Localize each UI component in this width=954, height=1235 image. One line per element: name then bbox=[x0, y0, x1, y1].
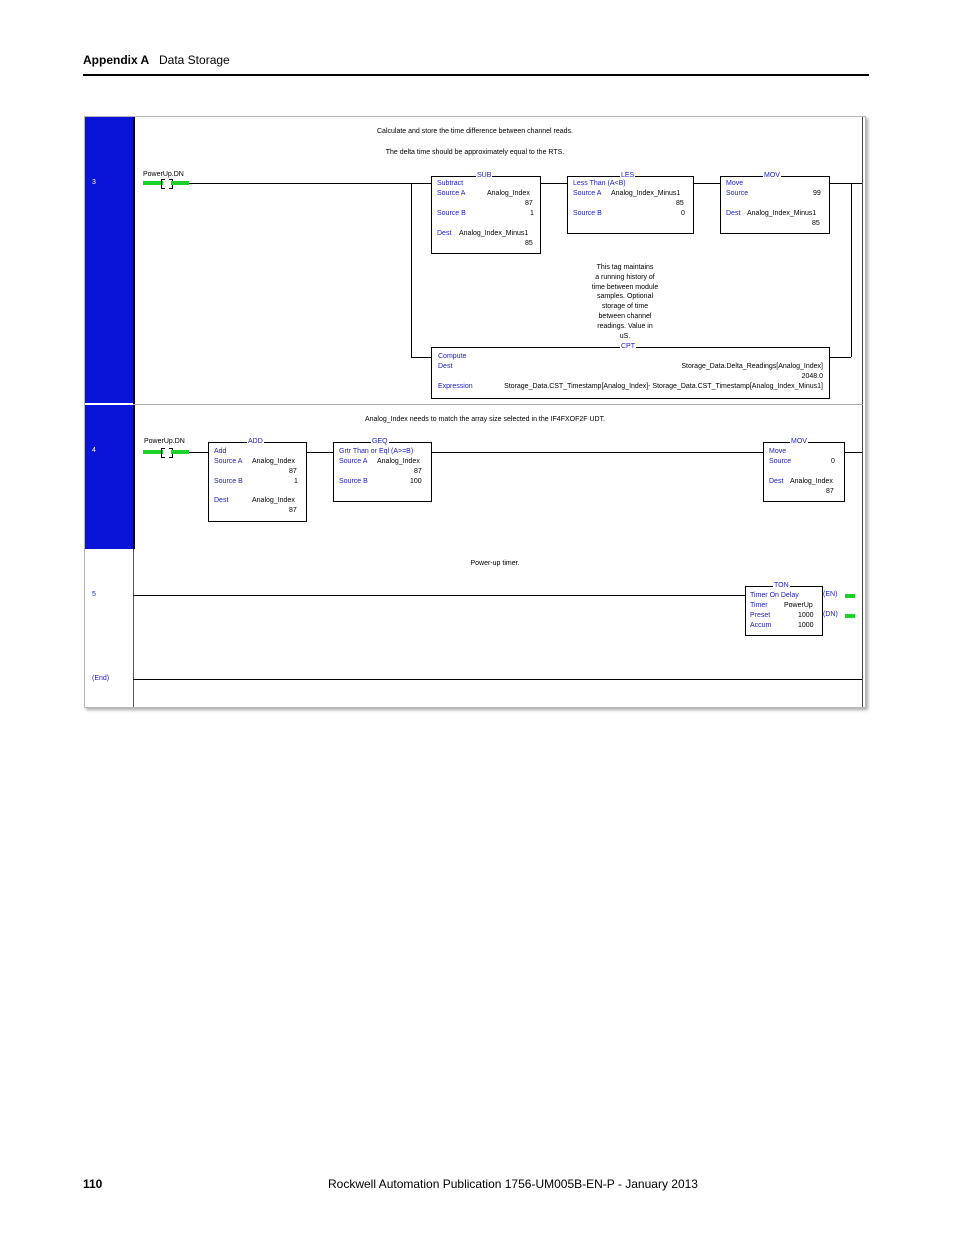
rung-5-number: 5 bbox=[92, 591, 96, 598]
mov-source-value-rung4: 0 bbox=[831, 458, 835, 465]
rung-3-xic-contact[interactable] bbox=[143, 179, 189, 187]
ton-instruction[interactable] bbox=[745, 582, 823, 636]
rung-5-comment: Power-up timer. bbox=[470, 560, 520, 567]
sub-source-a-tag: Analog_Index bbox=[487, 190, 530, 197]
ladder-logic-screenshot bbox=[84, 116, 866, 708]
cpt-instruction[interactable] bbox=[431, 343, 830, 399]
geq-title: GEQ bbox=[372, 438, 388, 445]
rung-4-comment: Analog_Index needs to match the array size selected in the IF4FXOF2F UDT. bbox=[364, 416, 606, 423]
rung-3-comment-line2: The delta time should be approximately equal to the RTS. bbox=[385, 149, 565, 156]
rail-left-bottom bbox=[133, 549, 134, 707]
end-rung-line bbox=[133, 679, 862, 680]
rail-right bbox=[862, 117, 863, 707]
rung-4-contact-tag: PowerUp.DN bbox=[144, 438, 185, 445]
add-dest-label: Dest bbox=[214, 497, 229, 504]
ton-preset-label: Preset bbox=[750, 612, 771, 619]
add-source-b-value: 1 bbox=[294, 478, 298, 485]
cpt-note-line: readings. Value in bbox=[597, 322, 653, 330]
sub-dest-tag: Analog_Index_Minus1 bbox=[459, 230, 529, 237]
add-source-a-tag: Analog_Index bbox=[252, 458, 295, 465]
add-source-b-label: Source B bbox=[214, 478, 243, 485]
rung-3-comment-line1: Calculate and store the time difference between channel reads. bbox=[377, 128, 573, 135]
ton-en-output: (EN) bbox=[823, 591, 838, 598]
cpt-dest-value: 2048.0 bbox=[801, 373, 823, 380]
sub-source-a-value: 87 bbox=[525, 200, 533, 207]
rung-4-xic-contact[interactable] bbox=[143, 448, 189, 456]
sub-dest-value: 85 bbox=[525, 240, 533, 247]
mov-title-rung3: MOV bbox=[764, 172, 780, 179]
rung-3-wire-mov-out bbox=[829, 183, 862, 184]
add-source-a-label: Source A bbox=[214, 458, 243, 465]
rung-3-contact-tag: PowerUp.DN bbox=[143, 171, 184, 178]
header-section: Appendix A bbox=[83, 53, 150, 67]
mov-instruction-rung3[interactable] bbox=[720, 172, 830, 234]
cpt-note-line: uS. bbox=[619, 332, 631, 340]
cpt-note bbox=[575, 263, 675, 341]
rung-3-branch-left bbox=[411, 183, 412, 357]
les-source-a-tag: Analog_Index_Minus1 bbox=[611, 190, 681, 197]
rung-3-branch-right bbox=[851, 183, 852, 357]
les-name: Less Than (A<B) bbox=[573, 180, 626, 187]
sub-source-b-value: 1 bbox=[530, 210, 534, 217]
ton-title: TON bbox=[774, 582, 789, 589]
rung-separator bbox=[133, 404, 863, 405]
cpt-note-line: time between module bbox=[591, 283, 659, 291]
mov-name-rung3: Move bbox=[726, 180, 744, 187]
les-source-b-label: Source B bbox=[573, 210, 602, 217]
ton-accum-value: 1000 bbox=[798, 622, 814, 629]
cpt-note-line: storage of time bbox=[601, 303, 649, 311]
geq-source-b-value: 100 bbox=[410, 478, 422, 485]
rung-5-wire-in bbox=[133, 595, 745, 596]
rung-4-wire-out bbox=[845, 452, 862, 453]
rung-3-wire-les-mov bbox=[693, 183, 720, 184]
cpt-expression-label: Expression bbox=[438, 383, 473, 390]
rung-4-wire-geq-mov bbox=[432, 452, 763, 453]
sub-instruction[interactable] bbox=[431, 172, 541, 254]
rung-4-wire-add-geq bbox=[306, 452, 333, 453]
mov-instruction-rung4[interactable] bbox=[763, 438, 845, 502]
geq-source-b-label: Source B bbox=[339, 478, 368, 485]
add-instruction[interactable] bbox=[208, 438, 307, 522]
mov-dest-label-rung3: Dest bbox=[726, 210, 741, 217]
ton-en-label: EN bbox=[825, 591, 836, 598]
cpt-name: Compute bbox=[438, 353, 467, 360]
ton-name: Timer On Delay bbox=[750, 592, 799, 599]
ton-preset-value: 1000 bbox=[798, 612, 814, 619]
mov-dest-tag-rung4: Analog_Index bbox=[790, 478, 833, 485]
les-source-a-label: Source A bbox=[573, 190, 602, 197]
mov-source-label-rung4: Source bbox=[769, 458, 792, 465]
sub-name: Subtract bbox=[437, 180, 464, 187]
add-source-a-value: 87 bbox=[289, 468, 297, 475]
cpt-note-line: samples. Optional bbox=[596, 293, 654, 301]
page-number: 110 bbox=[83, 1177, 103, 1191]
mov-dest-tag-rung3: Analog_Index_Minus1 bbox=[747, 210, 817, 217]
ton-dn-label: DN bbox=[825, 611, 836, 618]
add-name: Add bbox=[214, 448, 227, 455]
rung-3-number: 3 bbox=[92, 179, 96, 186]
les-instruction[interactable] bbox=[567, 172, 694, 234]
les-source-a-value: 85 bbox=[676, 200, 684, 207]
add-title: ADD bbox=[248, 438, 263, 445]
rail-left-top bbox=[133, 117, 135, 549]
geq-instruction[interactable] bbox=[333, 438, 432, 502]
rung-3-branch-bottom-right bbox=[829, 357, 851, 358]
cpt-note-line: This tag maintains bbox=[596, 264, 654, 271]
rung-3-selection-bar[interactable] bbox=[85, 117, 133, 403]
rung-3-wire-main bbox=[189, 183, 431, 184]
mov-dest-value-rung4: 87 bbox=[826, 488, 834, 495]
geq-name: Grtr Than or Eql (A>=B) bbox=[339, 448, 414, 455]
cpt-title: CPT bbox=[621, 343, 635, 350]
mov-dest-value-rung3: 85 bbox=[812, 220, 820, 227]
rung-4-selection-bar[interactable] bbox=[85, 405, 133, 549]
cpt-dest-tag: Storage_Data.Delta_Readings[Analog_Index] bbox=[681, 363, 823, 370]
mov-source-label-rung3: Source bbox=[726, 190, 749, 197]
cpt-note-line: a running history of bbox=[595, 273, 655, 281]
ton-dn-output: (DN) bbox=[823, 611, 838, 618]
cpt-expression: Storage_Data.CST_Timestamp[Analog_Index]- Storage_Data.CST_Timestamp[Analog_Index_Minus1] bbox=[504, 383, 823, 390]
mov-source-value-rung3: 99 bbox=[813, 190, 821, 197]
publication-info: Rockwell Automation Publication 1756-UM005B-EN-P - January 2013 bbox=[328, 1177, 698, 1191]
header-title: Data Storage bbox=[159, 53, 230, 67]
cpt-dest-label: Dest bbox=[438, 363, 453, 370]
rung-4-number: 4 bbox=[92, 447, 96, 454]
add-dest-value: 87 bbox=[289, 507, 297, 514]
sub-dest-label: Dest bbox=[437, 230, 452, 237]
rung-3-wire-sub-les bbox=[540, 183, 567, 184]
cpt-note-line: between channel bbox=[598, 312, 652, 320]
les-title: LES bbox=[621, 172, 635, 179]
mov-dest-label-rung4: Dest bbox=[769, 478, 784, 485]
ton-dn-energized bbox=[845, 614, 855, 618]
sub-source-a-label: Source A bbox=[437, 190, 466, 197]
add-dest-tag: Analog_Index bbox=[252, 497, 295, 504]
ton-timer-label: Timer bbox=[750, 602, 768, 609]
ton-timer-tag: PowerUp bbox=[784, 602, 813, 609]
ton-accum-label: Accum bbox=[750, 622, 772, 629]
geq-source-a-value: 87 bbox=[414, 468, 422, 475]
geq-source-a-tag: Analog_Index bbox=[377, 458, 420, 465]
geq-source-a-label: Source A bbox=[339, 458, 368, 465]
sub-source-b-label: Source B bbox=[437, 210, 466, 217]
mov-title-rung4: MOV bbox=[791, 438, 807, 445]
rung-4-wire-in bbox=[189, 452, 208, 453]
les-source-b-value: 0 bbox=[681, 210, 685, 217]
mov-name-rung4: Move bbox=[769, 448, 787, 455]
rung-3-branch-bottom-left bbox=[411, 357, 431, 358]
end-label: (End) bbox=[92, 675, 110, 682]
header-rule bbox=[83, 74, 869, 76]
sub-title: SUB bbox=[477, 172, 492, 179]
ton-en-energized bbox=[845, 594, 855, 598]
